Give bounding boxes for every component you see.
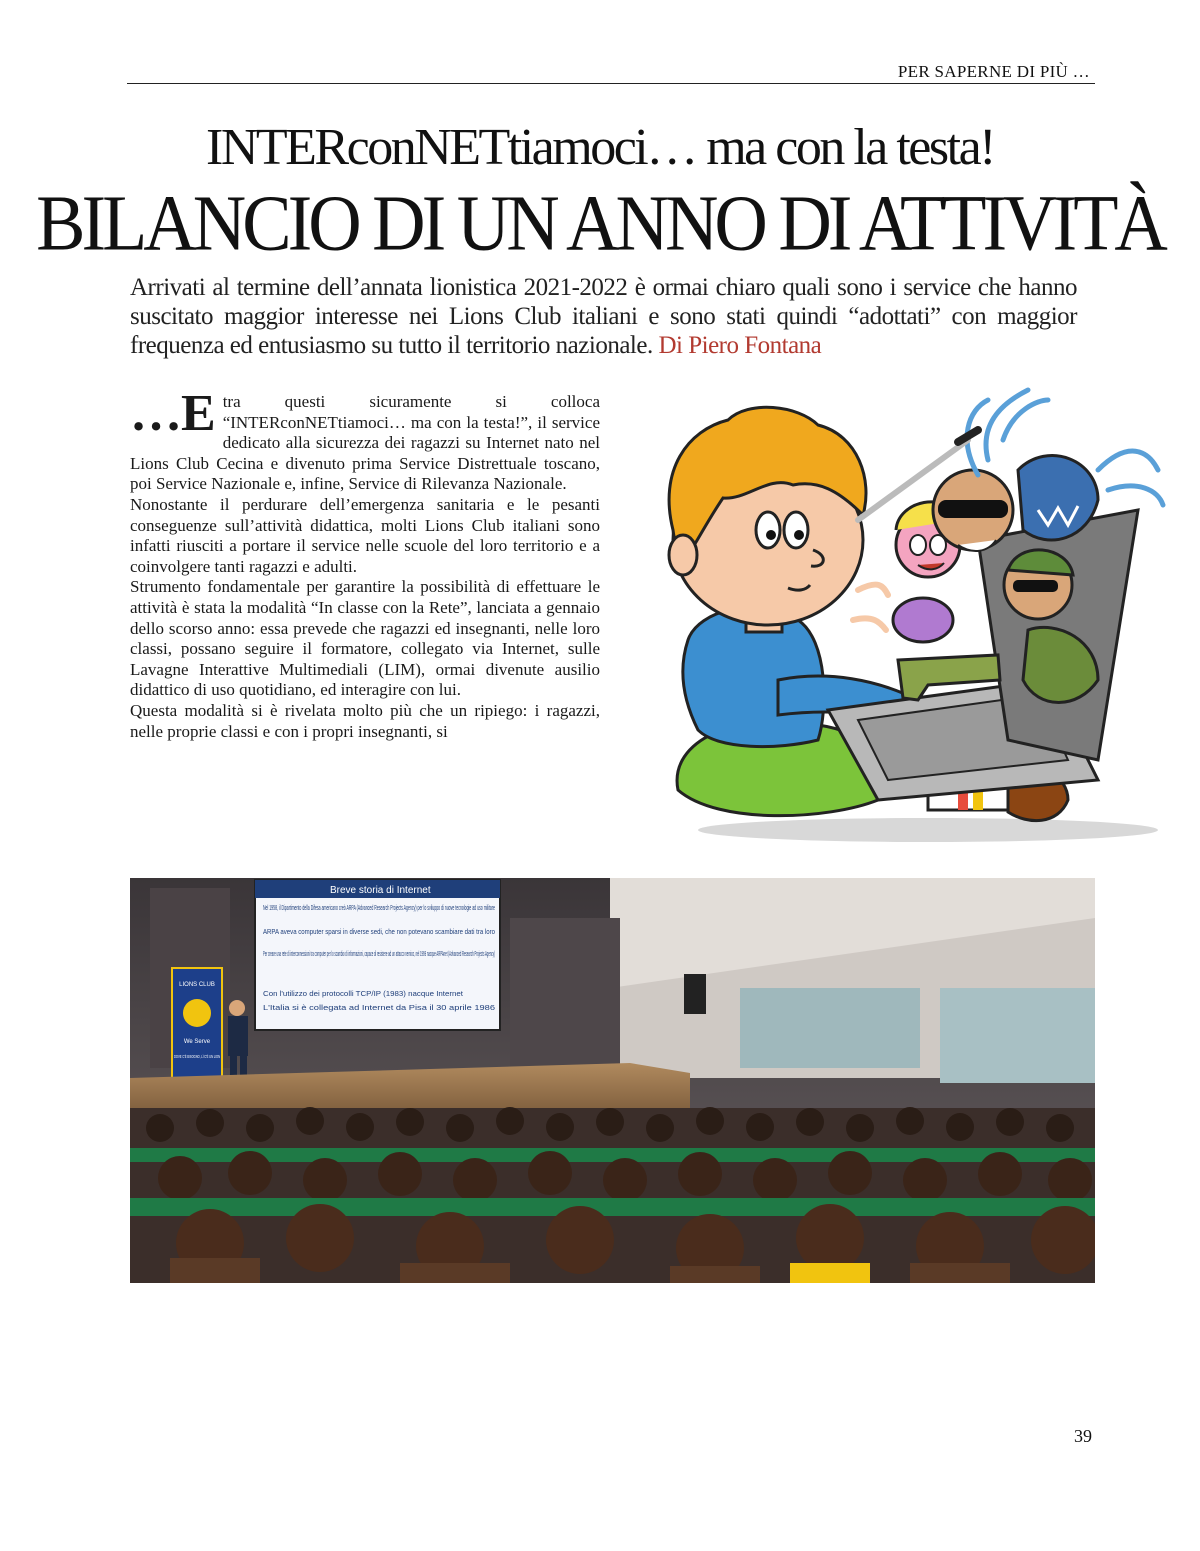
slide-bullet: ARPA aveva computer sparsi in diverse sedi, che non potevano scambiare dati tra loro: [263, 927, 495, 936]
body-paragraph: Nonostante il perdurare dell’emergenza sanitaria e le pesanti conseguenze sull’attività didattica, molti Lions Club italiani sono infatti riusciti a portare il service nelle scuole del loro territorio e a coinvolgere tanti ragazzi e adulti.: [130, 494, 600, 576]
header-rule: [127, 83, 1095, 84]
slide-title: Breve storia di Internet: [330, 885, 431, 896]
article-standfirst: [130, 273, 1077, 360]
article-byline: Di Piero Fontana: [658, 332, 822, 359]
article-kicker: INTERconNETtiamoci… ma con la testa!: [206, 119, 994, 176]
body-paragraph: Strumento fondamentale per garantire la possibilità di effettuare le attività è stata la modalità “In classe con la Rete”, lanciata a gennaio dello scorso anno: essa prevede che ragazzi ed insegnanti, nelle loro classi, possano seguire il formatore, collegato via Internet, sulle Lavagne Interattive Multimediali (LIM), ormai divenute ausilio didattico di uso quotidiano, ed interagire con lui.: [130, 577, 600, 700]
slide-bullet: Per creare una rete di interconnessioni tra computer per lo scambio di informazioni, capace di resistere ad un attacco nemico, nel 1969 nacque ARPAnet (Advanced Research Projects Agency): [263, 949, 495, 958]
slide-bullet: L'Italia si è collegata ad Internet da Pisa il 30 aprile 1986: [263, 1003, 495, 1012]
slide-bullet: Con l'utilizzo dei protocolli TCP/IP (1983) nacque Internet: [263, 989, 463, 998]
article-headline: BILANCIO DI UN ANNO DI ATTIVITÀ: [36, 179, 1164, 268]
banner-club-name: LIONS CLUB: [179, 982, 215, 988]
cartoon-illustration: [628, 380, 1176, 846]
page-number: 39: [1074, 1426, 1092, 1446]
banner-motto: We Serve: [183, 1039, 211, 1045]
paragraph-text: tra questi sicuramente si colloca “INTERconNETtiamoci… ma con la testa!”, il service dedicato alla sicurezza dei ragazzi su Internet nato nel Lions Club Cecina e divenuto prima Service Distrettuale toscano, poi Service Nazionale e, infine, Service di Rilevanza Nazionale.: [130, 392, 600, 494]
body-paragraph: [130, 385, 600, 495]
slide-bullet: Nel 1958, il Dipartimento della Difesa americano creò ARPA (Advanced Research Projects Agency) per lo sviluppo di nuove tecnologie ad uso militare: [263, 903, 495, 912]
banner-tagline: DOVE C'È BISOGNO, LÌ C'È UN LION: [174, 1054, 220, 1059]
body-paragraph: Questa modalità si è rivelata molto più che un ripiego: i ragazzi, nelle proprie classi e con i propri insegnanti, si: [130, 700, 600, 741]
standfirst-text: Arrivati al termine dell’annata lionistica 2021-2022 è ormai chiaro quali sono i service che hanno suscitato maggior interesse nei Lions Club italiani e sono stati quindi “adottati” con maggior frequenza ed entusiasmo su tutto il territorio nazionale.: [130, 274, 1077, 359]
article-body: [130, 385, 600, 742]
running-head: PER SAPERNE DI PIÙ …: [897, 62, 1090, 81]
drop-cap: …E: [130, 385, 215, 442]
auditorium-photo: [130, 878, 1095, 1283]
auditorium-scene: [130, 878, 1095, 1283]
cartoon-boy-laptop-monsters: [628, 380, 1176, 846]
